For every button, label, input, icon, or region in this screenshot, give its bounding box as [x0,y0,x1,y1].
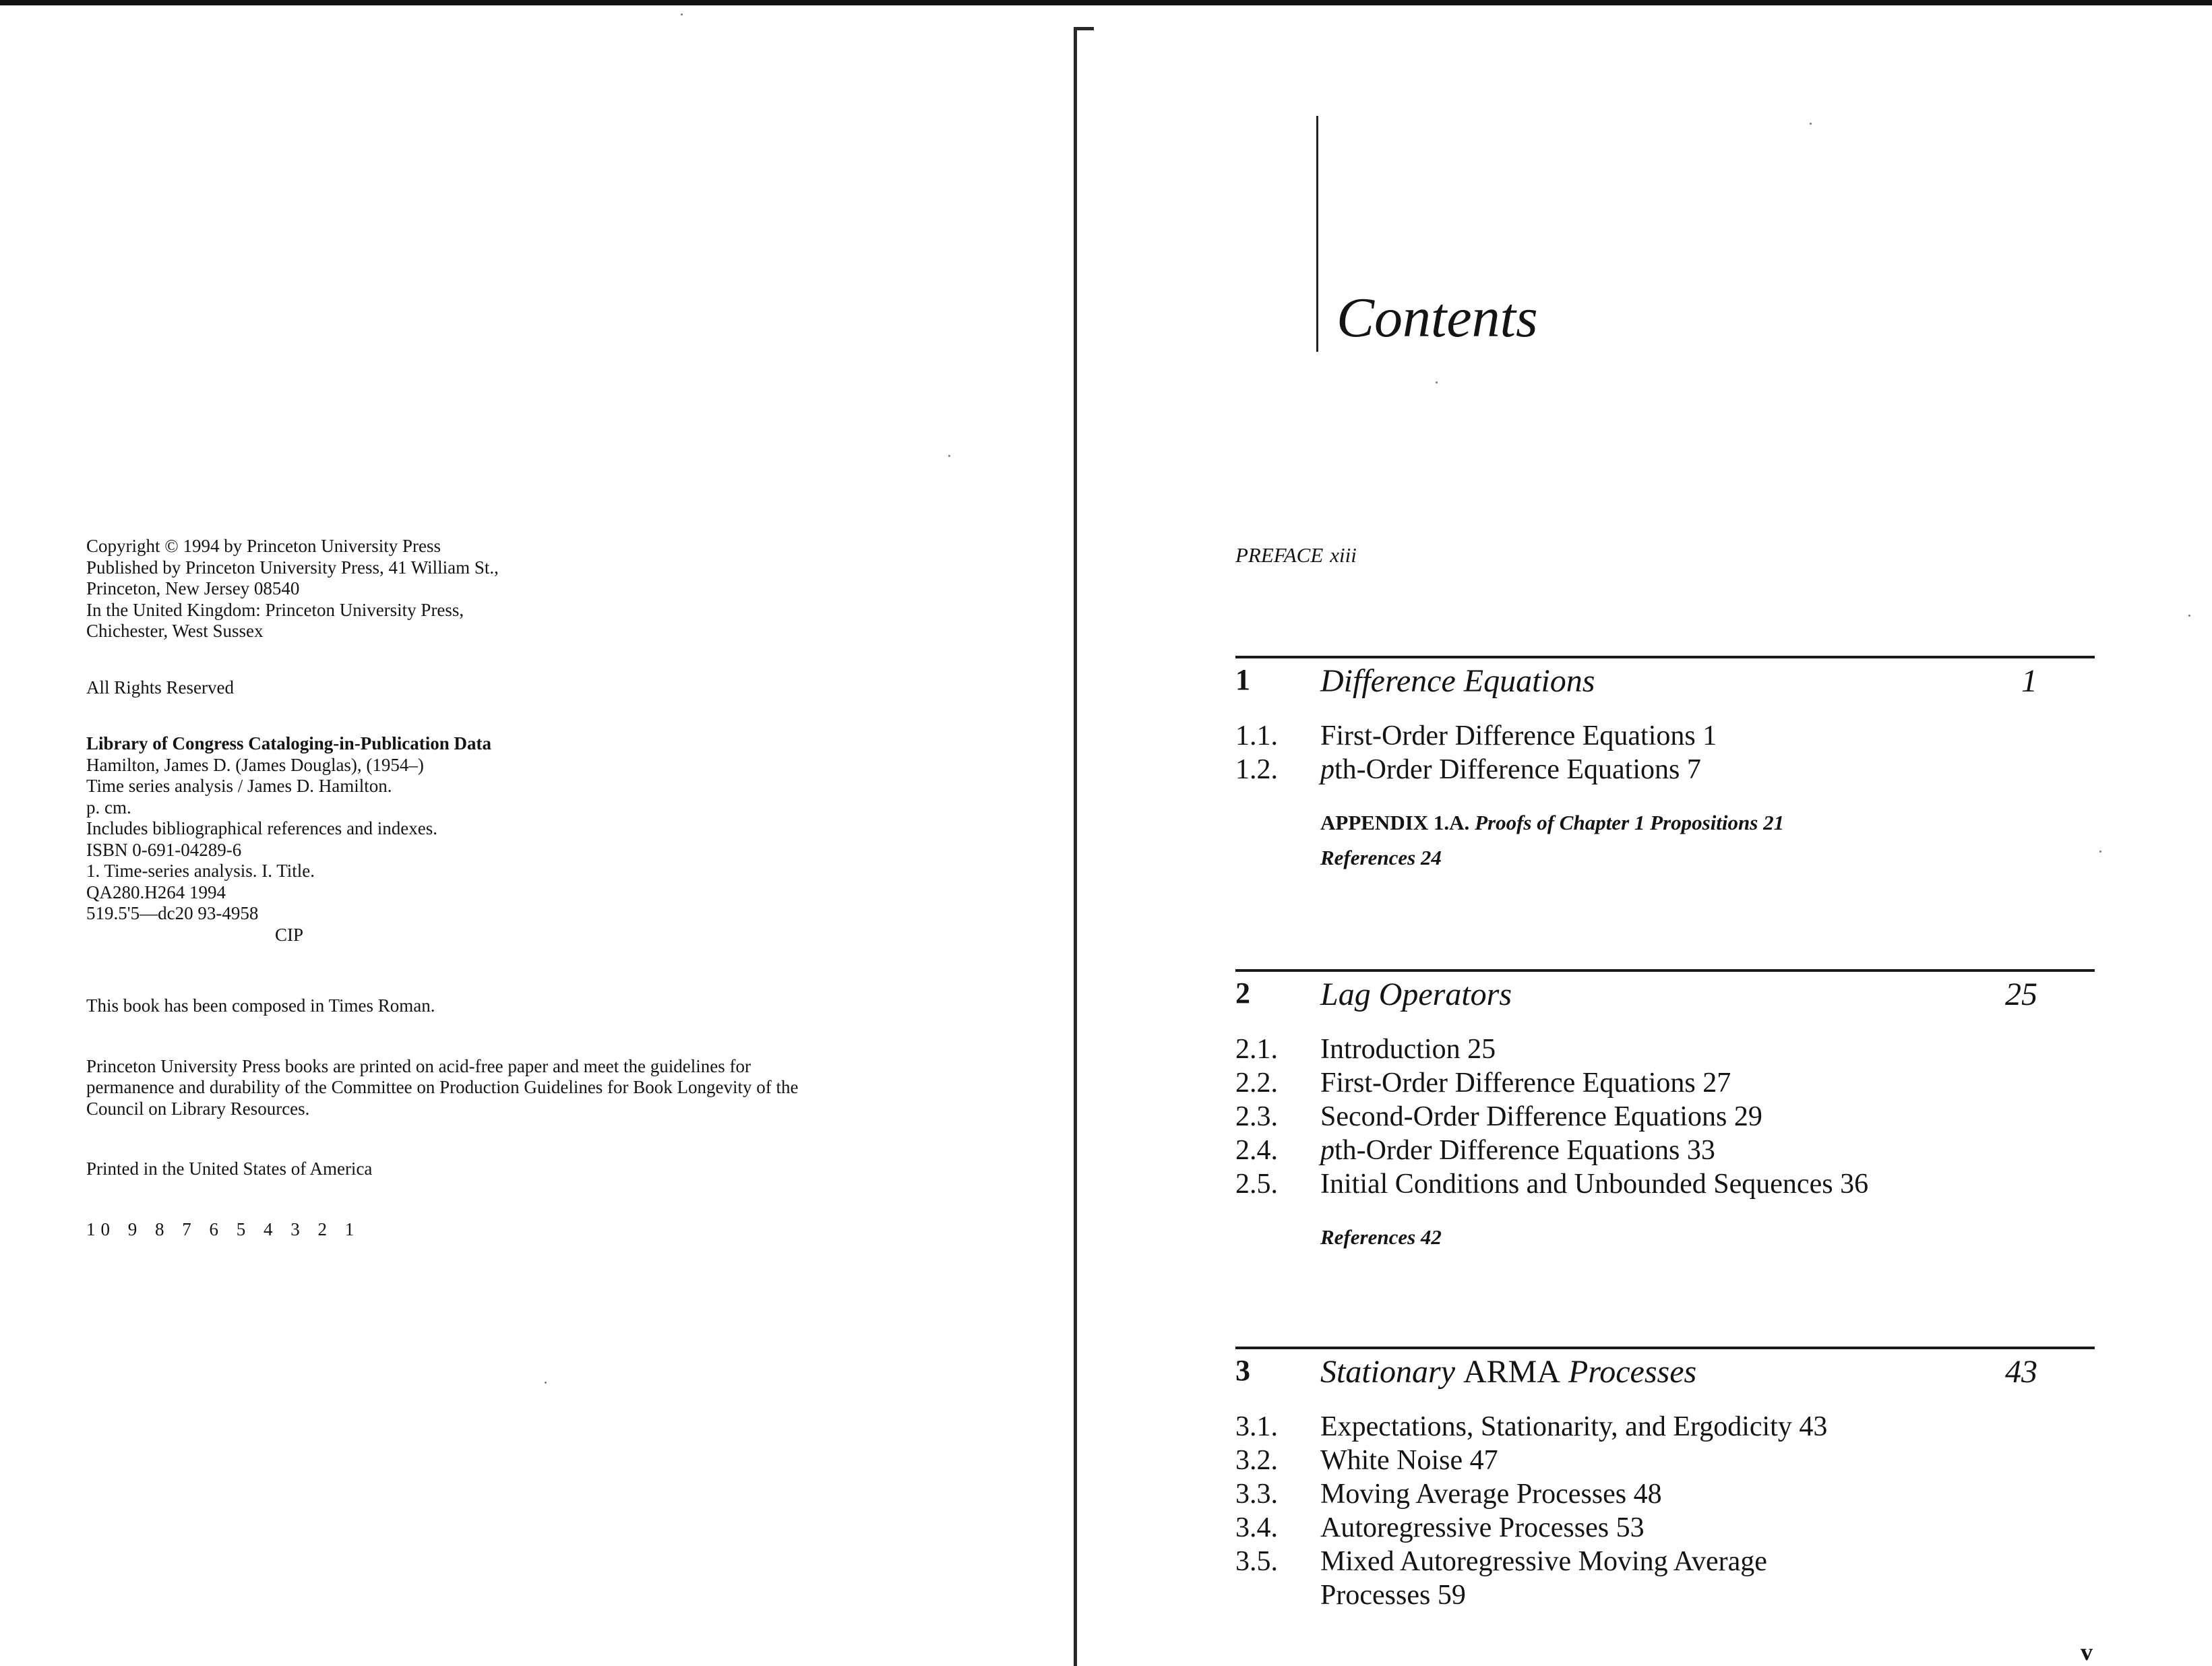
printed-block [86,1159,962,1180]
section-entry[interactable] [1235,1032,2095,1066]
chapter-page: 1 [2021,663,2037,699]
references-entry[interactable] [1320,840,2095,875]
section-list [1235,719,2095,786]
cip-line: p. cm. [86,797,131,817]
section-title: White Noise [1320,1445,1463,1476]
scan-speck [1436,381,1438,383]
section-title-italic-prefix: p [1320,754,1334,785]
section-title: Introduction [1320,1034,1461,1065]
section-page: 36 [1840,1169,1869,1200]
section-title-italic-prefix: p [1320,1135,1334,1166]
page-folio: v [2081,1638,2093,1665]
section-entry[interactable] [1235,1511,2095,1545]
section-number: 2.1. [1235,1034,1278,1065]
cip-line: Time series analysis / James D. Hamilton. [86,776,392,796]
section-number: 2.5. [1235,1169,1278,1200]
paper-block [86,1056,962,1120]
section-number: 2.4. [1235,1135,1278,1166]
section-title: First-Order Difference Equations [1320,720,1696,751]
cip-heading: Library of Congress Cataloging-in-Publication Data [86,733,492,753]
scan-speck [1810,123,1812,125]
section-title: th-Order Difference Equations [1334,754,1680,785]
section-list [1235,1410,2095,1612]
composition-block [86,995,962,1017]
section-entry[interactable] [1235,1545,2095,1578]
section-title: Autoregressive Processes [1320,1512,1609,1543]
cip-block [86,733,962,946]
preface-page: xiii [1330,543,1357,567]
section-title: Processes [1320,1580,1431,1611]
scan-speck [681,13,683,16]
chapter-heading[interactable] [1235,1349,2095,1396]
copyright-line: Princeton, New Jersey 08540 [86,578,300,598]
chapter-number: 2 [1235,977,1250,1010]
section-page: 1 [1702,720,1717,751]
section-title: th-Order Difference Equations [1334,1135,1680,1166]
book-gutter [1074,27,1077,1666]
chapter-2 [1235,969,2095,1255]
paper-line: Council on Library Resources. [86,1098,310,1119]
scan-speck [545,1382,547,1384]
section-number: 3.1. [1235,1411,1278,1442]
chapter-1 [1235,656,2095,875]
appendix-entry[interactable] [1320,805,2095,840]
section-page: 43 [1799,1411,1828,1442]
section-page: 7 [1686,754,1701,785]
section-page: 47 [1469,1445,1498,1476]
section-number: 1.1. [1235,720,1278,751]
composition-note: This book has been composed in Times Roman. [86,995,435,1016]
cip-line: 1. Time-series analysis. I. Title. [86,861,315,881]
page-title: Contents [1337,286,1538,349]
title-rule [1316,116,1318,352]
section-title: Moving Average Processes [1320,1479,1627,1510]
chapter-heading[interactable] [1235,658,2095,706]
section-page: 27 [1702,1068,1731,1099]
section-entry[interactable] [1235,1444,2095,1477]
copyright-line: Chichester, West Sussex [86,621,264,641]
section-entry[interactable] [1235,719,2095,753]
section-number: 3.5. [1235,1546,1278,1577]
printed-in: Printed in the United States of America [86,1159,373,1179]
cip-line: Includes bibliographical references and indexes. [86,818,438,838]
appendix-label: APPENDIX 1.A. [1320,811,1470,834]
rights-reserved: All Rights Reserved [86,677,234,698]
appendix-page: 21 [1763,811,1785,834]
section-title: Mixed Autoregressive Moving Average [1320,1546,1767,1577]
section-entry-continuation[interactable] [1235,1578,2095,1612]
paper-line: Princeton University Press books are printed on acid-free paper and meet the guidelines for [86,1055,751,1076]
references-entry[interactable] [1320,1220,2095,1255]
section-number: 2.3. [1235,1101,1278,1132]
section-entry[interactable] [1235,1066,2095,1100]
cip-line: 519.5'5—dc20 93-4958 [86,903,259,923]
preface-entry[interactable] [1235,543,1357,567]
copyright-block [86,536,962,642]
section-title: First-Order Difference Equations [1320,1068,1696,1099]
section-number: 3.3. [1235,1479,1278,1510]
printing-line-block [86,1219,962,1241]
preface-label: PREFACE [1235,543,1324,567]
references-page: 42 [1420,1225,1442,1249]
paper-line: permanence and durability of the Committee on Production Guidelines for Book Longevity of the [86,1077,799,1097]
section-entry[interactable] [1235,1100,2095,1134]
appendix-title: Proofs of Chapter 1 Propositions [1475,811,1758,834]
section-number: 3.4. [1235,1512,1278,1543]
cip-tag: CIP [275,924,304,945]
chapter-title-part: ARMA [1463,1354,1561,1390]
section-page: 25 [1467,1034,1496,1065]
chapter-title-part: Processes [1568,1354,1697,1390]
section-page: 48 [1633,1479,1662,1510]
copyright-page [86,536,962,1240]
chapter-title-part: Stationary [1320,1354,1455,1390]
chapter-title: Lag Operators [1320,977,1512,1012]
scan-speck [948,455,950,457]
chapter-number: 1 [1235,663,1250,696]
chapter-page: 25 [2005,977,2037,1012]
scan-top-edge [0,0,2212,5]
cip-line: QA280.H264 1994 [86,882,226,902]
printing-line: 10 9 8 7 6 5 4 3 2 1 [86,1218,360,1239]
chapter-title [1320,1353,1696,1390]
chapter-number: 3 [1235,1354,1250,1387]
scan-speck [2188,615,2190,617]
copyright-line: Published by Princeton University Press, 41 William St., [86,557,499,578]
section-page: 33 [1686,1135,1715,1166]
section-title: Expectations, Stationarity, and Ergodicity [1320,1411,1792,1442]
copyright-line: In the United Kingdom: Princeton University Press, [86,599,464,620]
cip-line: Hamilton, James D. (James Douglas), (1954–) [86,754,424,775]
copyright-line: Copyright © 1994 by Princeton University Press [86,536,441,556]
references-page: 24 [1420,846,1442,869]
section-entry[interactable] [1235,753,2095,786]
section-title: Initial Conditions and Unbounded Sequences [1320,1169,1833,1200]
section-number: 2.2. [1235,1068,1278,1099]
references-label: References [1320,846,1416,869]
cip-line: ISBN 0-691-04289-6 [86,839,242,860]
chapter-extras [1320,1220,2095,1255]
section-page: 53 [1616,1512,1645,1543]
chapter-3 [1235,1347,2095,1612]
section-entry[interactable] [1235,1167,2095,1201]
chapter-heading[interactable] [1235,972,2095,1019]
section-entry[interactable] [1235,1134,2095,1167]
section-page: 29 [1733,1101,1762,1132]
section-entry[interactable] [1235,1477,2095,1511]
section-list [1235,1032,2095,1201]
section-number: 3.2. [1235,1445,1278,1476]
chapter-extras [1320,805,2095,875]
section-entry[interactable] [1235,1410,2095,1444]
section-page: 59 [1437,1580,1466,1611]
rights-block [86,677,962,699]
references-label: References [1320,1225,1416,1249]
section-number: 1.2. [1235,754,1278,785]
section-title: Second-Order Difference Equations [1320,1101,1727,1132]
scan-speck [2099,851,2101,853]
chapter-page: 43 [2005,1354,2037,1390]
chapter-title: Difference Equations [1320,663,1595,699]
book-gutter-hook [1074,27,1094,30]
